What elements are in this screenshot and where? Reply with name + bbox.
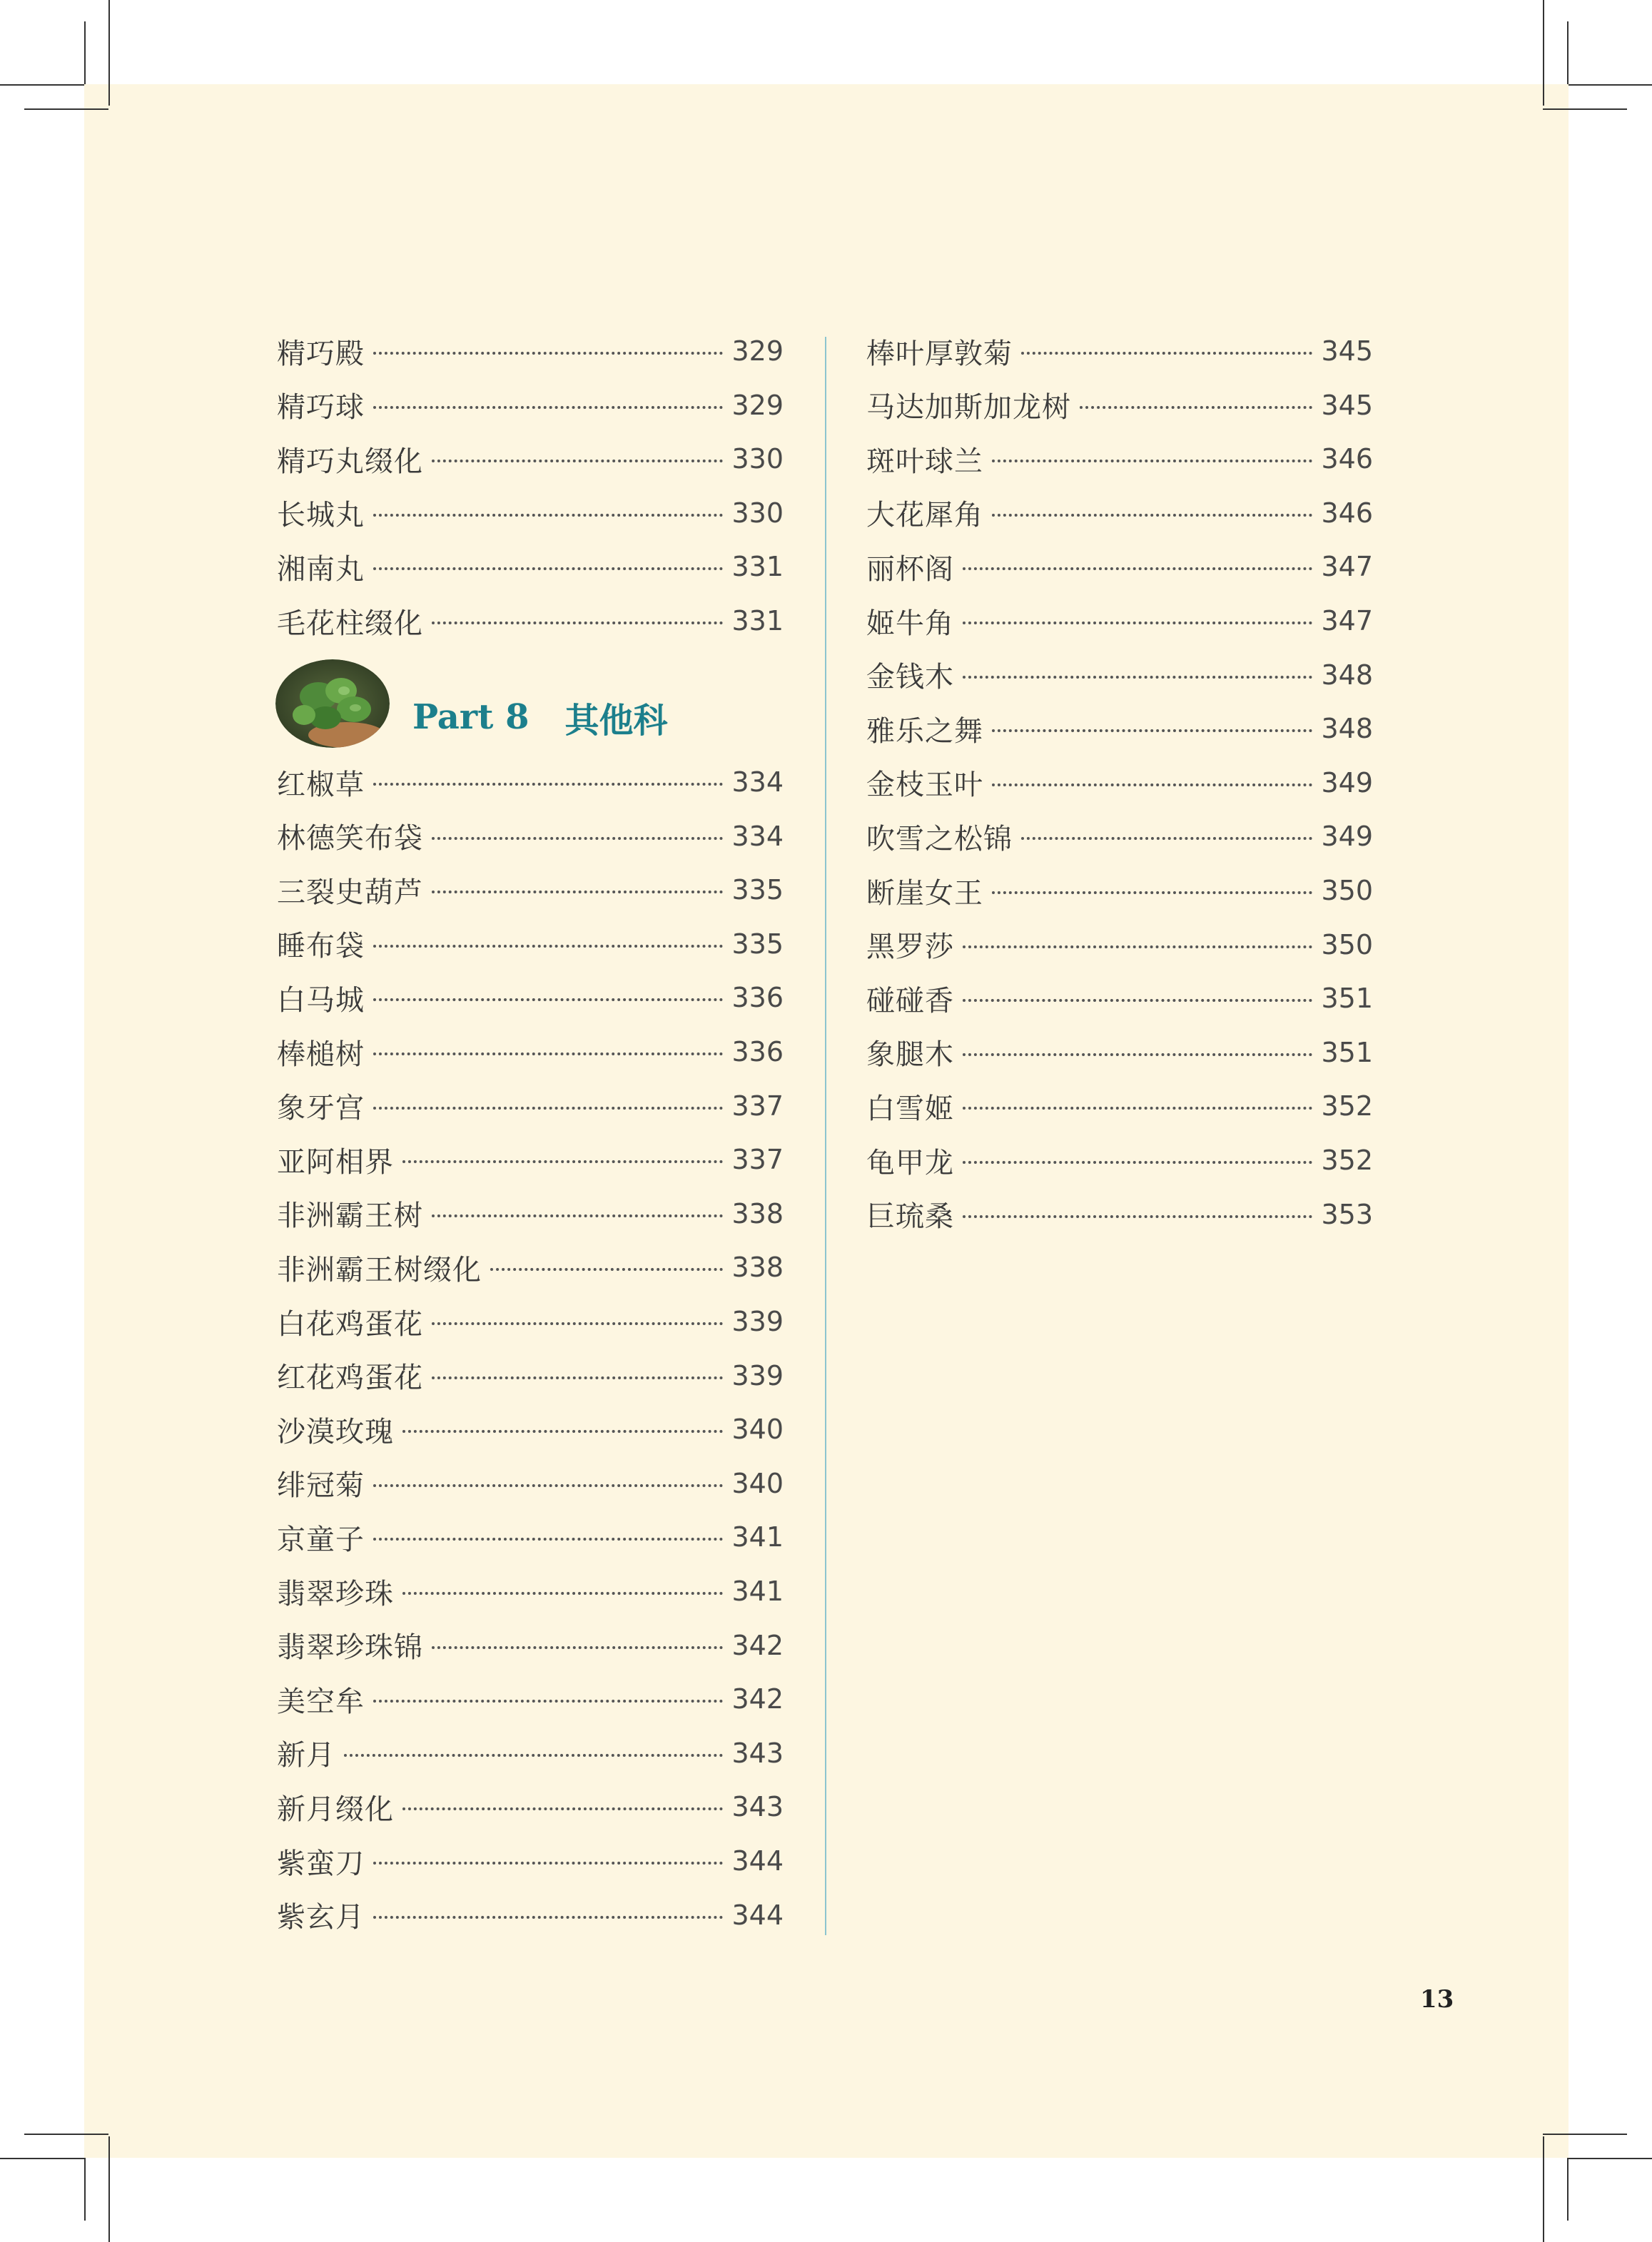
toc-entry[interactable]: [277, 976, 784, 1019]
toc-entry-page: 350: [1321, 928, 1373, 960]
toc-entry-title: 丽杯阁: [866, 552, 954, 586]
crop-mark-tl-h2: [24, 108, 108, 110]
succulent-plant-icon: [275, 659, 390, 748]
toc-entry-title: 红花鸡蛋花: [277, 1361, 423, 1395]
dot-leader: [963, 1053, 1312, 1056]
column-divider: [825, 337, 826, 1935]
toc-entry-title: 金枝玉叶: [866, 769, 983, 802]
toc-entry-title: 金钱木: [866, 661, 954, 694]
page-number: 13: [1420, 1985, 1454, 2014]
dot-leader: [373, 1052, 723, 1055]
toc-entry-page: 331: [731, 605, 784, 636]
toc-entry[interactable]: [277, 492, 784, 534]
dot-leader: [373, 1484, 723, 1487]
toc-entry-page: 347: [1321, 605, 1373, 636]
crop-mark-tl-v2: [84, 21, 86, 84]
toc-entry[interactable]: [277, 1408, 784, 1451]
toc-entry-page: 342: [731, 1683, 784, 1715]
toc-entry[interactable]: [866, 654, 1373, 696]
toc-entry[interactable]: [277, 545, 784, 588]
toc-entry-title: 马达加斯加龙树: [866, 391, 1071, 425]
dot-leader: [373, 1916, 723, 1919]
toc-right-column: [866, 330, 1373, 1257]
toc-entry-title: 紫蛮刀: [277, 1847, 365, 1880]
toc-entry-title: 紫玄月: [277, 1901, 365, 1934]
dot-leader: [963, 1107, 1312, 1110]
toc-entry-title: 巨琉桑: [866, 1200, 954, 1234]
toc-entry-page: 330: [731, 443, 784, 475]
toc-entry[interactable]: [277, 437, 784, 480]
toc-entry-page: 341: [731, 1576, 784, 1607]
toc-entry-title: 白雪姬: [866, 1092, 954, 1125]
dot-leader: [432, 460, 723, 462]
toc-entry-title: 碰碰香: [866, 984, 954, 1018]
toc-entry[interactable]: [277, 1732, 784, 1775]
dot-leader: [373, 352, 723, 355]
toc-entry-page: 352: [1321, 1145, 1373, 1176]
toc-entry[interactable]: [866, 1193, 1373, 1236]
toc-entry[interactable]: [866, 437, 1373, 480]
toc-entry-page: 343: [731, 1737, 784, 1769]
toc-entry-page: 335: [731, 928, 784, 960]
toc-entry-page: 349: [1321, 766, 1373, 798]
crop-mark-br-v: [1543, 2136, 1544, 2242]
toc-entry-title: 翡翠珍珠: [277, 1577, 394, 1611]
dot-leader: [373, 945, 723, 948]
dot-leader: [373, 998, 723, 1001]
toc-entry-page: 352: [1321, 1090, 1373, 1122]
toc-entry-title: 新月: [277, 1739, 335, 1772]
toc-entry-page: 349: [1321, 821, 1373, 853]
toc-entry[interactable]: [277, 923, 784, 965]
toc-entry-title: 雅乐之舞: [866, 714, 983, 748]
toc-entry[interactable]: [866, 545, 1373, 588]
toc-entry-page: 338: [731, 1197, 784, 1229]
toc-entry[interactable]: [277, 1192, 784, 1235]
toc-entry-title: 林德笑布袋: [277, 822, 423, 856]
toc-entry[interactable]: [277, 761, 784, 803]
toc-entry-title: 白花鸡蛋花: [277, 1307, 423, 1341]
toc-entry-title: 象腿木: [866, 1038, 954, 1072]
toc-entry-page: 350: [1321, 875, 1373, 906]
crop-mark-tr-v2: [1567, 21, 1569, 84]
dot-leader: [373, 1700, 723, 1703]
toc-entry[interactable]: [277, 868, 784, 911]
toc-entry-title: 美空牟: [277, 1685, 365, 1718]
toc-entry-page: 348: [1321, 713, 1373, 745]
toc-entry-title: 亚阿相界: [277, 1145, 394, 1179]
dot-leader: [373, 406, 723, 409]
toc-entry[interactable]: [277, 1624, 784, 1667]
toc-entry-title: 大花犀角: [866, 499, 983, 532]
dot-leader: [402, 1592, 723, 1595]
toc-entry-title: 龟甲龙: [866, 1146, 954, 1180]
toc-entry-page: 340: [731, 1414, 784, 1446]
dot-leader: [373, 1538, 723, 1541]
toc-entry[interactable]: [277, 1570, 784, 1613]
part-title: 其他科: [564, 700, 668, 741]
toc-entry[interactable]: [277, 599, 784, 642]
crop-mark-bl-v: [108, 2136, 110, 2242]
toc-entry[interactable]: [277, 330, 784, 372]
toc-entry-title: 断崖女王: [866, 876, 983, 910]
toc-entry-title: 象牙宫: [277, 1092, 365, 1125]
toc-entry[interactable]: [277, 1785, 784, 1828]
dot-leader: [373, 567, 723, 570]
toc-entry[interactable]: [277, 815, 784, 858]
toc-entry-title: 京童子: [277, 1523, 365, 1556]
dot-leader: [432, 1322, 723, 1325]
toc-entry-page: 336: [731, 982, 784, 1014]
dot-leader: [992, 783, 1312, 786]
toc-entry-title: 精巧球: [277, 391, 365, 425]
toc-entry-page: 331: [731, 551, 784, 583]
dot-leader: [963, 945, 1312, 948]
dot-leader: [432, 837, 723, 840]
toc-entry[interactable]: [866, 1031, 1373, 1074]
toc-entry-title: 翡翠珍珠锦: [277, 1631, 423, 1665]
toc-entry-page: 351: [1321, 983, 1373, 1015]
toc-left-column-part: [277, 761, 784, 1938]
dot-leader: [373, 514, 723, 517]
dot-leader: [963, 676, 1312, 679]
dot-leader: [963, 1215, 1312, 1218]
crop-mark-bl-v2: [84, 2158, 86, 2221]
dot-leader: [992, 460, 1312, 462]
toc-entry-page: 339: [731, 1359, 784, 1391]
dot-leader: [402, 1160, 723, 1163]
toc-entry-title: 斑叶球兰: [866, 445, 983, 478]
dot-leader: [432, 1214, 723, 1217]
dot-leader: [963, 1161, 1312, 1164]
toc-entry-page: 348: [1321, 659, 1373, 691]
toc-entry[interactable]: [866, 1139, 1373, 1182]
toc-entry[interactable]: [866, 869, 1373, 912]
toc-entry[interactable]: [866, 761, 1373, 804]
toc-entry-title: 三裂史葫芦: [277, 876, 423, 909]
part-heading: [412, 692, 668, 742]
dot-leader: [1021, 837, 1312, 840]
toc-entry-title: 棒叶厚敦菊: [866, 337, 1013, 370]
toc-entry-page: 345: [1321, 389, 1373, 421]
toc-entry-title: 绯冠菊: [277, 1469, 365, 1503]
toc-entry-page: 334: [731, 766, 784, 798]
dot-leader: [432, 622, 723, 624]
toc-entry-page: 334: [731, 820, 784, 852]
dot-leader: [490, 1268, 723, 1271]
toc-entry[interactable]: [866, 330, 1373, 372]
dot-leader: [992, 729, 1312, 732]
dot-leader: [432, 1376, 723, 1379]
toc-entry-page: 346: [1321, 497, 1373, 529]
crop-mark-tl-v: [108, 0, 110, 106]
crop-mark-tr-h2: [1543, 108, 1627, 110]
toc-entry[interactable]: [866, 707, 1373, 750]
toc-entry[interactable]: [866, 599, 1373, 642]
toc-entry[interactable]: [277, 1138, 784, 1181]
toc-entry[interactable]: [277, 1516, 784, 1558]
toc-entry-page: 346: [1321, 443, 1373, 475]
toc-entry-title: 精巧丸缀化: [277, 445, 423, 478]
toc-entry[interactable]: [277, 1246, 784, 1289]
toc-entry[interactable]: [277, 384, 784, 427]
toc-entry-page: 338: [731, 1252, 784, 1284]
toc-entry-title: 红椒草: [277, 768, 365, 801]
toc-entry[interactable]: [866, 977, 1373, 1020]
toc-entry-page: 341: [731, 1521, 784, 1553]
toc-entry-page: 345: [1321, 335, 1373, 367]
dot-leader: [963, 622, 1312, 624]
toc-entry-title: 湘南丸: [277, 552, 365, 586]
toc-entry-page: 342: [731, 1629, 784, 1661]
toc-entry-title: 睡布袋: [277, 930, 365, 963]
toc-entry-page: 337: [731, 1144, 784, 1176]
toc-entry-page: 347: [1321, 551, 1373, 583]
dot-leader: [1080, 406, 1312, 409]
crop-mark-br-v2: [1567, 2158, 1569, 2221]
dot-leader: [432, 1646, 723, 1649]
toc-entry[interactable]: [277, 1030, 784, 1073]
dot-leader: [992, 891, 1312, 894]
toc-entry-page: 340: [731, 1467, 784, 1499]
dot-leader: [373, 783, 723, 786]
toc-left-column-top: [277, 330, 784, 640]
toc-entry-page: 329: [731, 335, 784, 367]
toc-entry-page: 339: [731, 1306, 784, 1337]
dot-leader: [1021, 352, 1312, 355]
crop-mark-tr-v: [1543, 0, 1544, 106]
toc-entry-title: 长城丸: [277, 499, 365, 532]
toc-entry[interactable]: [277, 1085, 784, 1127]
toc-entry[interactable]: [277, 1840, 784, 1882]
toc-entry-page: 335: [731, 874, 784, 906]
toc-entry[interactable]: [277, 1894, 784, 1937]
toc-entry[interactable]: [866, 384, 1373, 427]
toc-entry[interactable]: [866, 923, 1373, 966]
toc-entry-title: 精巧殿: [277, 337, 365, 370]
toc-entry-title: 姬牛角: [866, 607, 954, 640]
toc-entry-page: 344: [731, 1899, 784, 1931]
toc-entry-title: 毛花柱缀化: [277, 607, 423, 640]
crop-mark-br-h2: [1543, 2134, 1627, 2135]
toc-entry-page: 329: [731, 389, 784, 421]
toc-entry-title: 新月缀化: [277, 1792, 394, 1826]
toc-entry[interactable]: [866, 492, 1373, 534]
dot-leader: [402, 1430, 723, 1433]
toc-entry[interactable]: [277, 1678, 784, 1720]
toc-entry[interactable]: [866, 815, 1373, 858]
toc-entry-title: 吹雪之松锦: [866, 822, 1013, 856]
toc-entry-page: 343: [731, 1791, 784, 1823]
dot-leader: [344, 1754, 723, 1757]
dot-leader: [963, 999, 1312, 1002]
toc-entry-page: 330: [731, 497, 784, 529]
toc-entry[interactable]: [277, 1300, 784, 1343]
toc-entry-page: 344: [731, 1845, 784, 1877]
crop-mark-tr-h: [1569, 84, 1652, 86]
dot-leader: [402, 1807, 723, 1810]
toc-entry-page: 351: [1321, 1036, 1373, 1068]
dot-leader: [432, 891, 723, 893]
toc-entry-title: 沙漠玫瑰: [277, 1415, 394, 1449]
toc-entry-title: 棒槌树: [277, 1038, 365, 1071]
dot-leader: [373, 1107, 723, 1110]
crop-mark-bl-h: [0, 2158, 84, 2159]
toc-entry-title: 非洲霸王树: [277, 1199, 423, 1233]
toc-entry[interactable]: [277, 1462, 784, 1505]
crop-mark-br-h: [1569, 2158, 1652, 2159]
toc-entry-title: 非洲霸王树缀化: [277, 1253, 482, 1287]
crop-mark-bl-h2: [24, 2134, 108, 2135]
toc-entry-title: 白马城: [277, 983, 365, 1017]
dot-leader: [992, 514, 1312, 517]
crop-mark-tl-h: [0, 84, 84, 86]
toc-entry-title: 黑罗莎: [866, 930, 954, 964]
toc-entry-page: 353: [1321, 1198, 1373, 1230]
toc-entry-page: 336: [731, 1036, 784, 1067]
toc-entry[interactable]: [277, 1354, 784, 1397]
toc-entry[interactable]: [866, 1085, 1373, 1127]
dot-leader: [373, 1862, 723, 1865]
toc-entry-page: 337: [731, 1090, 784, 1122]
dot-leader: [963, 567, 1312, 570]
part-number: Part 8: [412, 697, 529, 737]
